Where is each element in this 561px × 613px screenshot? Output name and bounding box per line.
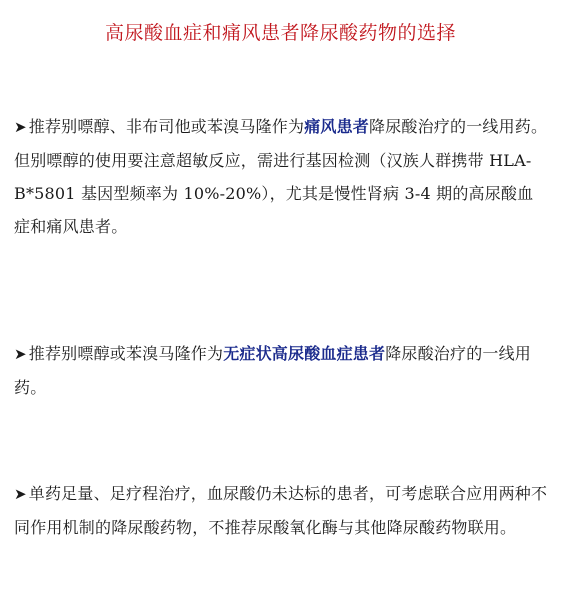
recommendation-paragraph-2 [14,337,549,404]
arrow-bullet-icon: ➤ [14,485,27,503]
paragraph-2-text-before: 推荐别嘌醇或苯溴马隆作为 [28,344,224,363]
paragraph-1-text-before: 推荐别嘌醇、非布司他或苯溴马隆作为 [28,117,305,136]
paragraph-3-text: 单药足量、足疗程治疗，血尿酸仍未达标的患者，可考虑联合应用两种不同作用机制的降尿酸药物，不推荐尿酸氧化酶与其他降尿酸药物联用。 [14,484,548,537]
page-title: 高尿酸血症和痛风患者降尿酸药物的选择 [104,22,456,44]
arrow-bullet-icon: ➤ [14,118,27,136]
arrow-bullet-icon: ➤ [14,345,27,363]
recommendation-paragraph-1 [14,110,549,243]
paragraph-2-highlight: 无症状高尿酸血症患者 [223,344,386,363]
paragraph-1-text-after: 降尿酸治疗的一线用药。但别嘌醇的使用要注意超敏反应，需进行基因检测（汉族人群携带 HLA-B*5801 基因型频率为 10%-20%），尤其是慢性肾病 3-4 期的高尿酸血症和痛风患者。 [14,117,548,236]
paragraph-1-highlight: 痛风患者 [304,117,369,136]
recommendation-paragraph-3 [14,477,549,544]
paragraph-2-text-after: 降尿酸治疗的一线用药。 [14,344,532,397]
